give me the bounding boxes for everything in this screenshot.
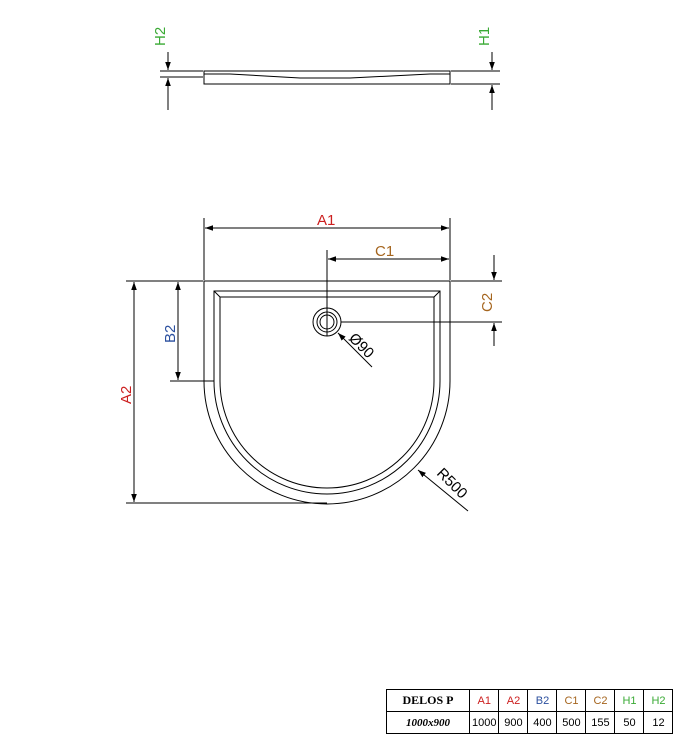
value-a2: 900 bbox=[499, 712, 528, 734]
tray-corner-left bbox=[214, 291, 220, 297]
value-a1: 1000 bbox=[470, 712, 499, 734]
model-size: 1000x900 bbox=[387, 712, 470, 734]
h2-label: H2 bbox=[152, 26, 169, 46]
c2-label: C2 bbox=[479, 292, 496, 312]
header-a2: A2 bbox=[499, 690, 528, 712]
header-c2: C2 bbox=[586, 690, 615, 712]
value-b2: 400 bbox=[528, 712, 557, 734]
header-a1: A1 bbox=[470, 690, 499, 712]
spec-table bbox=[386, 689, 673, 734]
value-c2: 155 bbox=[586, 712, 615, 734]
b2-label: B2 bbox=[162, 324, 179, 343]
header-h2: H2 bbox=[644, 690, 673, 712]
h1-label: H1 bbox=[476, 26, 493, 46]
c1-label: C1 bbox=[375, 243, 395, 260]
header-h1: H1 bbox=[615, 690, 644, 712]
side-view bbox=[160, 52, 500, 110]
radius-label: R500 bbox=[433, 464, 471, 503]
spec-value-row bbox=[387, 712, 673, 734]
tray-corner-right bbox=[434, 291, 440, 297]
value-c1: 500 bbox=[557, 712, 586, 734]
diameter-label: Ø90 bbox=[345, 329, 378, 362]
header-b2: B2 bbox=[528, 690, 557, 712]
value-h1: 50 bbox=[615, 712, 644, 734]
header-c1: C1 bbox=[557, 690, 586, 712]
tray-side-profile bbox=[204, 71, 450, 84]
spec-header-row bbox=[387, 690, 673, 712]
model-name: DELOS P bbox=[387, 690, 470, 712]
a1-label: A1 bbox=[317, 212, 336, 229]
value-h2: 12 bbox=[644, 712, 673, 734]
a2-label: A2 bbox=[118, 385, 135, 404]
